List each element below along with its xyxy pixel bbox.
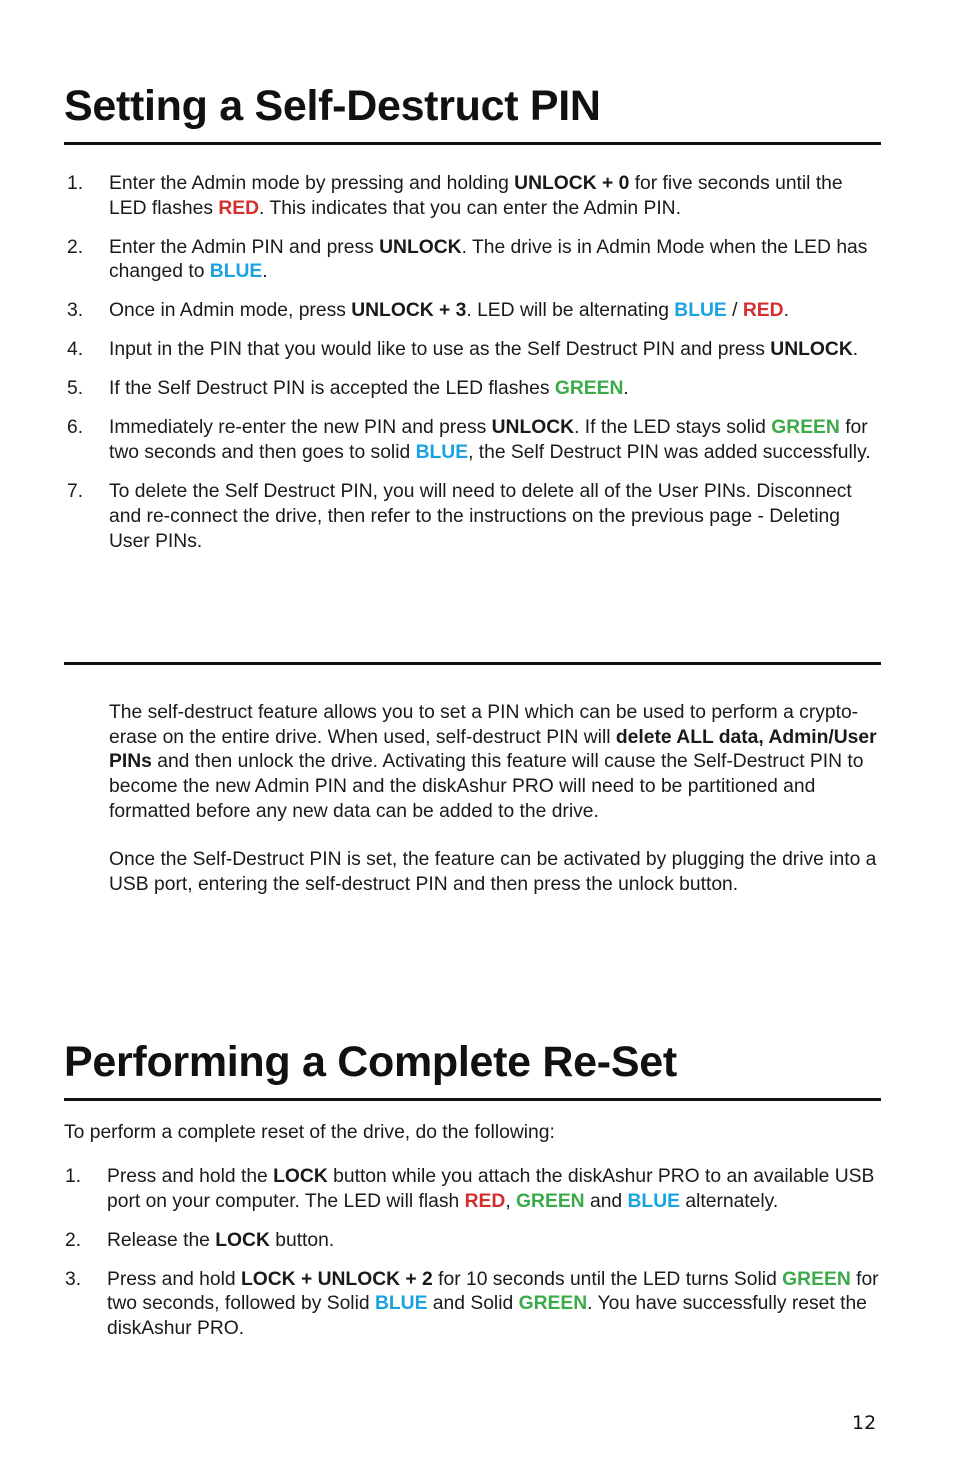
blue-led-text: BLUE bbox=[415, 442, 469, 464]
text-run: button. bbox=[269, 1229, 335, 1251]
step-item bbox=[67, 377, 881, 402]
step-number: 1. bbox=[65, 1166, 82, 1187]
step-number: 1. bbox=[67, 173, 84, 194]
text-run: and then unlock the drive. Activating this feature will cause the Self-Destruct PIN to become the new Admin PIN and the diskAshur PRO will need to be partitioned and formatted before any new data can be added to the drive. bbox=[109, 751, 864, 822]
text-run: for five seconds until the LED flashes bbox=[109, 173, 843, 219]
text-run: . The drive is in Admin Mode when the LED has changed to bbox=[109, 236, 868, 283]
step-item bbox=[67, 480, 881, 554]
step-number: 5. bbox=[67, 378, 84, 400]
blue-led-text: BLUE bbox=[374, 1293, 428, 1315]
text-run: Enter the Admin PIN and press bbox=[109, 236, 380, 258]
text-run: . LED will be alternating bbox=[466, 300, 675, 322]
title-underline bbox=[64, 1098, 881, 1101]
self-destruct-activation-note bbox=[109, 848, 881, 897]
self-destruct-steps bbox=[67, 172, 881, 569]
step-item bbox=[67, 299, 881, 324]
red-led-text: RED bbox=[464, 1190, 506, 1212]
green-led-text: GREEN bbox=[518, 1293, 588, 1315]
text-run: . You have successfully reset the diskAshur PRO. bbox=[107, 1293, 867, 1340]
text-run: alternately. bbox=[680, 1190, 779, 1212]
text-run: Release the bbox=[107, 1229, 216, 1251]
section-title-self-destruct: Setting a Self-Destruct PIN bbox=[64, 82, 601, 130]
text-run: Enter the Admin mode by pressing and holding bbox=[109, 173, 515, 194]
bold-text: UNLOCK bbox=[770, 339, 853, 361]
text-run: . If the LED stays solid bbox=[574, 417, 772, 439]
text-run: for 10 seconds until the LED turns Solid bbox=[432, 1268, 783, 1290]
red-led-text: RED bbox=[218, 197, 260, 219]
bold-text: LOCK bbox=[215, 1229, 270, 1251]
bold-text: LOCK + UNLOCK + 2 bbox=[240, 1268, 433, 1290]
text-run: If the Self Destruct PIN is accepted the LED flashes bbox=[109, 378, 555, 400]
step-item bbox=[67, 172, 881, 221]
blue-led-text: BLUE bbox=[209, 261, 263, 283]
text-run: Input in the PIN that you would like to use as the Self Destruct PIN and press bbox=[109, 339, 771, 361]
blue-led-text: BLUE bbox=[674, 300, 727, 322]
text-run: Press and hold the bbox=[107, 1166, 274, 1187]
text-run: Press and hold bbox=[107, 1268, 241, 1290]
text-run: for two seconds, followed by Solid bbox=[107, 1268, 879, 1315]
title-underline bbox=[64, 142, 881, 145]
text-run: . bbox=[852, 339, 859, 361]
step-number: 3. bbox=[65, 1268, 82, 1290]
self-destruct-description bbox=[109, 701, 881, 825]
green-led-text: GREEN bbox=[771, 417, 840, 439]
bold-text: UNLOCK bbox=[379, 236, 462, 258]
text-run: Once in Admin mode, press bbox=[109, 300, 352, 322]
step-number: 2. bbox=[67, 236, 84, 258]
text-run: / bbox=[726, 300, 743, 322]
text-run: . This indicates that you can enter the Admin PIN. bbox=[259, 197, 681, 219]
bold-text: UNLOCK + 3 bbox=[351, 300, 467, 322]
page-number: 12 bbox=[852, 1412, 877, 1434]
step-number: 3. bbox=[67, 300, 84, 322]
green-led-text: GREEN bbox=[782, 1268, 851, 1290]
text-run: . bbox=[262, 261, 268, 283]
step-number: 6. bbox=[67, 417, 84, 439]
text-run: Immediately re-enter the new PIN and press bbox=[109, 417, 492, 439]
text-run: The self-destruct feature allows you to set a PIN which can be used to perform a crypto-erase on the entire drive. When used, self-destruct PIN will bbox=[109, 702, 859, 748]
text-run: and Solid bbox=[427, 1293, 519, 1315]
step-item bbox=[65, 1268, 881, 1342]
step-item bbox=[67, 236, 881, 285]
green-led-text: GREEN bbox=[554, 378, 624, 400]
text-run: To delete the Self Destruct PIN, you will need to delete all of the User PINs. Disconnect and re-connect the drive, then refer to the instructions on the previous page - Deleting User PINs. bbox=[109, 481, 852, 552]
step-item bbox=[67, 416, 881, 465]
text-run: and bbox=[584, 1190, 628, 1212]
reset-steps bbox=[65, 1165, 881, 1356]
bold-text: LOCK bbox=[273, 1166, 328, 1187]
text-run: . bbox=[783, 300, 789, 322]
step-item bbox=[67, 338, 881, 363]
bold-text: delete ALL data, Admin/User PINs bbox=[109, 726, 877, 773]
blue-led-text: BLUE bbox=[627, 1190, 680, 1212]
text-run: , the Self Destruct PIN was added successfully. bbox=[468, 442, 871, 464]
green-led-text: GREEN bbox=[516, 1190, 585, 1212]
step-item bbox=[65, 1165, 881, 1214]
section-title-reset: Performing a Complete Re-Set bbox=[64, 1038, 677, 1086]
text-run: , bbox=[505, 1190, 517, 1212]
bold-text: UNLOCK bbox=[491, 417, 575, 439]
bold-text: UNLOCK + 0 bbox=[514, 173, 630, 194]
reset-intro: To perform a complete reset of the drive, do the following: bbox=[64, 1122, 555, 1143]
step-number: 7. bbox=[67, 481, 84, 503]
text-run: Once the Self-Destruct PIN is set, the feature can be activated by plugging the drive into a USB port, entering the self-destruct PIN and then press the unlock button. bbox=[109, 849, 877, 895]
step-number: 4. bbox=[67, 339, 84, 361]
step-number: 2. bbox=[65, 1229, 82, 1251]
text-run: button while you attach the diskAshur PRO to an available USB port on your computer. The LED will flash bbox=[107, 1166, 875, 1212]
text-run: for two seconds and then goes to solid bbox=[109, 417, 868, 464]
step-item bbox=[65, 1229, 881, 1254]
section-divider bbox=[64, 662, 881, 665]
red-led-text: RED bbox=[742, 300, 784, 322]
text-run: . bbox=[623, 378, 629, 400]
